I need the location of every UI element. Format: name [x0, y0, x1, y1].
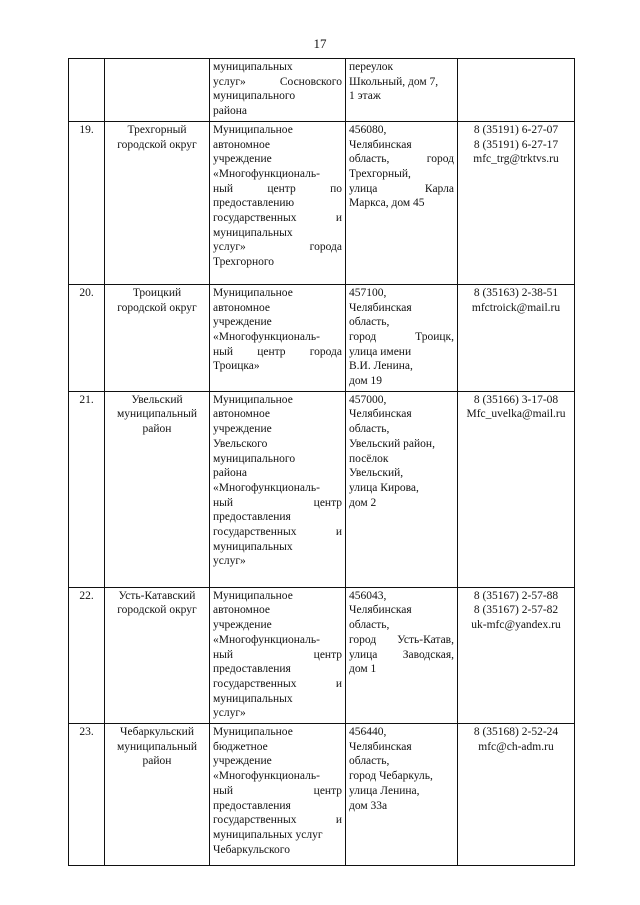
address-line: 456440,: [349, 726, 387, 739]
organization-line: государственных и: [213, 212, 342, 225]
contact-line: 8 (35191) 6-27-17: [473, 138, 559, 151]
address-line: 456080,: [349, 123, 387, 136]
address-cell: [346, 59, 458, 122]
address-line: область,: [349, 619, 390, 632]
organization-line: ный центр города: [213, 345, 342, 358]
address-line: область,: [349, 423, 390, 436]
organization-line: муниципальных: [213, 692, 293, 705]
address-line: Увельский,: [349, 467, 404, 480]
organization-line: Чебаркульского: [213, 843, 290, 856]
organization-line: государственных и: [213, 677, 342, 690]
organization-line: Увельского: [213, 437, 268, 450]
table-row: [69, 724, 575, 866]
organization-line: «Многофункциональ-: [213, 481, 320, 494]
address-line: улица Заводская,: [349, 648, 454, 661]
contacts-cell: [458, 284, 575, 391]
row-number: 22.: [79, 589, 94, 602]
contacts-cell: [458, 391, 575, 587]
organization-line: ный центр: [213, 648, 342, 661]
row-number: 20.: [79, 286, 94, 299]
district-line: Троицкий: [132, 286, 182, 299]
organization-cell: [210, 59, 346, 122]
row-number-cell: [69, 121, 105, 284]
organization-line: «Многофункциональ-: [213, 167, 320, 180]
address-line: дом 1: [349, 663, 377, 676]
address-line: Увельский район,: [349, 437, 435, 450]
organization-cell: [210, 121, 346, 284]
table-row: [69, 284, 575, 391]
organization-line: Трехгорного: [213, 256, 275, 269]
address-cell: [346, 121, 458, 284]
contact-line: mfc@ch-adm.ru: [478, 740, 554, 753]
address-line: Челябинская: [349, 301, 412, 314]
district-line: городской округ: [117, 138, 197, 151]
organization-line: Муниципальное: [213, 393, 293, 406]
address-line: Трехгорный,: [349, 167, 411, 180]
organization-line: муниципальных: [213, 226, 293, 239]
address-line: Челябинская: [349, 138, 412, 151]
district-cell: [105, 59, 210, 122]
organization-line: услуг»: [213, 555, 246, 568]
organization-line: муниципального: [213, 452, 296, 465]
address-cell: [346, 587, 458, 723]
district-cell: [105, 121, 210, 284]
organization-line: района: [213, 105, 248, 118]
organization-cell: [210, 391, 346, 587]
district-line: Трехгорный: [127, 123, 187, 136]
district-line: район: [142, 423, 172, 436]
address-line: дом 33а: [349, 799, 388, 812]
address-cell: [346, 724, 458, 866]
organization-line: учреждение: [213, 316, 272, 329]
organization-line: «Многофункциональ-: [213, 633, 320, 646]
district-line: Усть-Катавский: [118, 589, 196, 602]
row-number-cell: [69, 724, 105, 866]
organization-line: Муниципальное: [213, 726, 293, 739]
table-row: [69, 391, 575, 587]
organization-line: «Многофункциональ-: [213, 770, 320, 783]
organization-line: учреждение: [213, 153, 272, 166]
organization-line: государственных и: [213, 526, 342, 539]
organization-line: Троицка»: [213, 360, 260, 373]
address-line: город Усть-Катав,: [349, 633, 454, 646]
address-line: Челябинская: [349, 604, 412, 617]
organization-line: ный центр: [213, 496, 342, 509]
organization-line: услуг»: [213, 707, 246, 720]
table-row: [69, 587, 575, 723]
organization-line: государственных и: [213, 814, 342, 827]
district-cell: [105, 724, 210, 866]
contact-line: 8 (35167) 2-57-88: [473, 589, 559, 602]
organization-line: автономное: [213, 408, 270, 421]
district-cell: [105, 284, 210, 391]
district-line: городской округ: [117, 604, 197, 617]
organization-line: бюджетное: [213, 740, 268, 753]
address-line: посёлок: [349, 452, 389, 465]
organization-line: автономное: [213, 604, 270, 617]
contacts-cell: [458, 59, 575, 122]
address-line: область, город: [349, 153, 454, 166]
address-line: 457100,: [349, 286, 387, 299]
district-line: район: [142, 755, 172, 768]
page-number: 17: [313, 36, 327, 51]
organization-line: учреждение: [213, 423, 272, 436]
organization-line: услуг» Сосновского: [213, 75, 342, 88]
mfc-table: [68, 58, 575, 866]
contacts-cell: [458, 121, 575, 284]
district-cell: [105, 587, 210, 723]
row-number-cell: [69, 587, 105, 723]
address-line: дом 2: [349, 496, 377, 509]
organization-line: муниципального: [213, 90, 296, 103]
organization-line: предоставления: [213, 511, 291, 524]
address-line: Маркса, дом 45: [349, 197, 425, 210]
row-number-cell: [69, 284, 105, 391]
row-number: 21.: [79, 393, 94, 406]
address-cell: [346, 391, 458, 587]
address-line: 1 этаж: [349, 90, 381, 103]
district-line: Чебаркульский: [120, 726, 194, 739]
organization-line: ный центр: [213, 784, 342, 797]
district-cell: [105, 391, 210, 587]
address-line: улица имени: [349, 345, 412, 358]
contacts-cell: [458, 724, 575, 866]
address-line: город Чебаркуль,: [349, 770, 433, 783]
district-line: муниципальный: [116, 740, 198, 753]
organization-line: предоставлению: [213, 197, 295, 210]
table-row: [69, 121, 575, 284]
row-number-cell: [69, 391, 105, 587]
contact-line: mfc_trg@trktvs.ru: [473, 153, 559, 166]
organization-cell: [210, 284, 346, 391]
address-cell: [346, 284, 458, 391]
row-number: 23.: [79, 726, 94, 739]
organization-line: ный центр по: [213, 182, 342, 195]
organization-line: автономное: [213, 138, 270, 151]
organization-line: муниципальных: [213, 61, 293, 73]
address-line: Челябинская: [349, 740, 412, 753]
contact-line: mfctroick@mail.ru: [471, 301, 561, 314]
address-line: область,: [349, 316, 390, 329]
organization-line: муниципальных услуг: [213, 828, 323, 841]
district-line: Увельский: [131, 393, 183, 406]
contacts-cell: [458, 587, 575, 723]
address-line: 456043,: [349, 589, 387, 602]
organization-line: района: [213, 467, 248, 480]
address-line: переулок: [349, 61, 394, 73]
address-line: улица Карла: [349, 182, 454, 195]
contact-line: uk-mfc@yandex.ru: [471, 619, 561, 632]
organization-line: муниципальных: [213, 540, 293, 553]
contact-line: 8 (35167) 2-57-82: [473, 604, 559, 617]
contact-line: 8 (35168) 2-52-24: [473, 726, 559, 739]
address-line: Школьный, дом 7,: [349, 75, 439, 88]
address-line: улица Кирова,: [349, 481, 419, 494]
organization-cell: [210, 724, 346, 866]
address-line: город Троицк,: [349, 330, 454, 343]
table-row: [69, 59, 575, 122]
district-line: муниципальный: [116, 408, 198, 421]
contact-line: 8 (35163) 2-38-51: [473, 286, 559, 299]
address-line: улица Ленина,: [349, 784, 420, 797]
contact-line: Mfc_uvelka@mail.ru: [466, 408, 566, 421]
address-line: В.И. Ленина,: [349, 360, 413, 373]
address-line: область,: [349, 755, 390, 768]
organization-cell: [210, 587, 346, 723]
row-number: 19.: [79, 123, 94, 136]
organization-line: предоставления: [213, 663, 291, 676]
address-line: Челябинская: [349, 408, 412, 421]
organization-line: услуг» города: [213, 241, 342, 254]
district-line: городской округ: [117, 301, 197, 314]
contact-line: 8 (35166) 3-17-08: [473, 393, 559, 406]
row-number-cell: [69, 59, 105, 122]
organization-line: Муниципальное: [213, 589, 293, 602]
organization-line: Муниципальное: [213, 123, 293, 136]
organization-line: автономное: [213, 301, 270, 314]
contact-line: 8 (35191) 6-27-07: [473, 123, 559, 136]
organization-line: Муниципальное: [213, 286, 293, 299]
organization-line: учреждение: [213, 755, 272, 768]
address-line: дом 19: [349, 375, 383, 388]
address-line: 457000,: [349, 393, 387, 406]
organization-line: «Многофункциональ-: [213, 330, 320, 343]
organization-line: учреждение: [213, 619, 272, 632]
organization-line: предоставления: [213, 799, 291, 812]
